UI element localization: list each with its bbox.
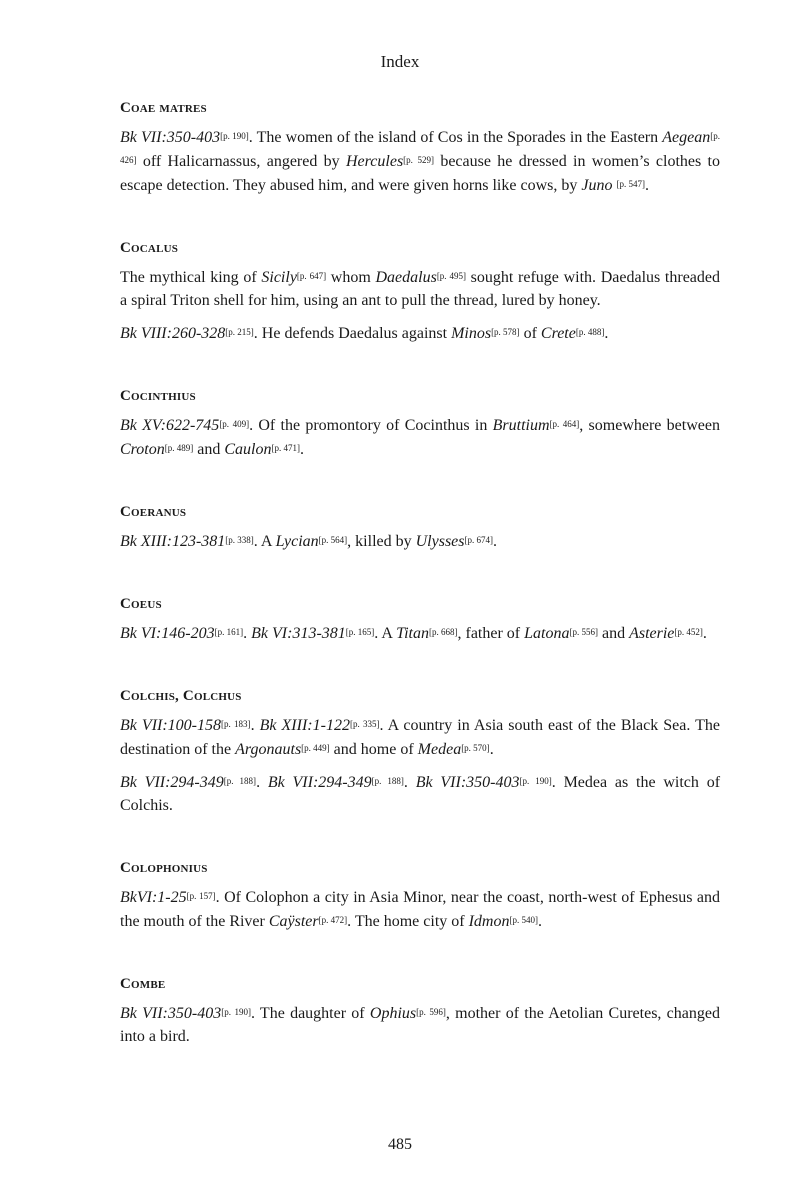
cross-reference-name[interactable]: Hercules xyxy=(346,153,404,170)
index-entry xyxy=(120,976,720,1048)
entry-heading: Cocalus xyxy=(120,240,179,256)
entry-text: . xyxy=(702,625,707,642)
book-reference-link[interactable]: Bk VII:350-403 xyxy=(120,1005,222,1022)
entry-text: The mythical king of xyxy=(120,269,262,286)
entry-text: . Medea as the witch of Colchis. xyxy=(120,774,721,814)
entry-text: of xyxy=(519,325,541,342)
page-reference-link[interactable]: [p. 188] xyxy=(371,776,404,786)
entry-text: . Of the promontory of Cocinthus in xyxy=(249,417,493,434)
cross-reference-name[interactable]: Medea xyxy=(417,741,462,758)
entry-paragraph xyxy=(120,770,720,817)
entry-heading: Coeus xyxy=(120,596,162,612)
cross-reference-name[interactable]: Argonauts xyxy=(235,741,302,758)
entry-heading: Colophonius xyxy=(120,860,208,876)
page-reference-link[interactable]: [p. 464] xyxy=(549,419,580,429)
entry-text: . The women of the island of Cos in the Sporades in the Eastern xyxy=(248,129,663,146)
page-reference-link[interactable]: [p. 215] xyxy=(225,327,254,337)
book-reference-link[interactable]: Bk XIII:1-122 xyxy=(259,717,350,734)
entry-text: . The home city of xyxy=(347,913,469,930)
page-reference-link[interactable]: [p. 578] xyxy=(491,327,520,337)
book-reference-link[interactable]: Bk VI:313-381 xyxy=(251,625,346,642)
entry-text: , somewhere between xyxy=(579,417,720,434)
cross-reference-name[interactable]: Juno xyxy=(581,177,613,194)
entry-text: . A xyxy=(253,533,276,550)
index-entry xyxy=(120,596,720,645)
entry-heading: Colchis, Colchus xyxy=(120,688,242,704)
page-reference-link[interactable]: [p. 674] xyxy=(464,535,493,545)
entry-heading: Cocinthius xyxy=(120,388,196,404)
page-reference-link[interactable]: [p. 529] xyxy=(403,155,434,165)
page-reference-link[interactable]: [p. 489] xyxy=(164,443,194,453)
cross-reference-name[interactable]: Caulon xyxy=(224,441,272,458)
entry-text: . xyxy=(493,533,497,550)
cross-reference-name[interactable]: Bruttium xyxy=(492,417,550,434)
page-reference-link[interactable]: [p. 335] xyxy=(349,719,380,729)
index-entry xyxy=(120,504,720,553)
entry-text: and xyxy=(597,625,630,642)
entry-text: . xyxy=(256,774,268,791)
cross-reference-name[interactable]: Latona xyxy=(524,625,570,642)
page-reference-link[interactable]: [p. 596] xyxy=(416,1007,446,1017)
page-reference-link[interactable]: [p. 570] xyxy=(461,743,490,753)
page-reference-link[interactable]: [p. 556] xyxy=(569,627,598,637)
entry-text: . A xyxy=(374,625,397,642)
page-reference-link[interactable]: [p. 190] xyxy=(519,776,552,786)
cross-reference-name[interactable]: Crete xyxy=(540,325,576,342)
page-reference-link[interactable]: [p. 452] xyxy=(674,627,703,637)
entry-text: . xyxy=(537,913,542,930)
entry-paragraph xyxy=(120,621,720,645)
index-entry xyxy=(120,240,720,345)
entry-text: . xyxy=(243,625,252,642)
cross-reference-name[interactable]: Sicily xyxy=(261,269,297,286)
page-reference-link[interactable]: [p. 668] xyxy=(428,627,458,637)
cross-reference-name[interactable]: Idmon xyxy=(468,913,510,930)
entry-text: . xyxy=(604,325,609,342)
entry-text: , killed by xyxy=(347,533,416,550)
cross-reference-name[interactable]: Minos xyxy=(451,325,492,342)
entry-text: and home of xyxy=(329,741,418,758)
page-reference-link[interactable]: [p. 161] xyxy=(214,627,244,637)
entry-paragraph xyxy=(120,713,720,761)
entry-heading: Coae matres xyxy=(120,100,207,116)
entry-text: . Of Colophon a city in Asia Minor, near the coast, north-west of Ephesus and the mouth of the River xyxy=(120,889,721,930)
page-reference-link[interactable]: [p. 472] xyxy=(318,915,348,925)
entry-paragraph xyxy=(120,1001,720,1048)
cross-reference-name[interactable]: Asterie xyxy=(629,625,675,642)
entry-paragraph xyxy=(120,529,720,553)
entry-text: . xyxy=(299,441,304,458)
page-reference-link[interactable]: [p. 647] xyxy=(296,271,327,281)
page-reference-link[interactable]: [p. 190] xyxy=(221,1007,251,1017)
index-entry xyxy=(120,388,720,461)
index-entry xyxy=(120,860,720,933)
cross-reference-name[interactable]: Ophius xyxy=(369,1005,417,1022)
entry-text: . xyxy=(489,741,494,758)
entry-text: . A country in Asia south east of the Black Sea. The destination of the xyxy=(120,717,720,758)
book-reference-link[interactable]: Bk VII:100-158 xyxy=(120,717,222,734)
page-reference-link[interactable]: [p. 183] xyxy=(221,719,251,729)
cross-reference-name[interactable]: Titan xyxy=(396,625,429,642)
page-reference-link[interactable]: [p. 449] xyxy=(301,743,330,753)
book-reference-link[interactable]: Bk XV:622-745 xyxy=(120,417,220,434)
book-reference-link[interactable]: Bk VII:294-349 xyxy=(120,774,224,791)
entry-text: and xyxy=(193,441,225,458)
cross-reference-name[interactable]: Caÿster xyxy=(268,913,319,930)
page-reference-link[interactable]: [p. 165] xyxy=(345,627,375,637)
page-reference-link[interactable]: [p. 540] xyxy=(509,915,538,925)
index-entry xyxy=(120,100,720,197)
entry-paragraph xyxy=(120,125,720,197)
entry-text: . xyxy=(250,717,260,734)
page-reference-link[interactable]: [p. 495] xyxy=(436,271,466,281)
page-reference-link[interactable]: [p. 409] xyxy=(219,419,250,429)
book-reference-link[interactable]: Bk VII:294-349 xyxy=(267,774,372,791)
book-reference-link[interactable]: Bk VI:146-203 xyxy=(120,625,215,642)
book-reference-link[interactable]: Bk VIII:260-328 xyxy=(120,325,226,342)
cross-reference-name[interactable]: Daedalus xyxy=(375,269,437,286)
page-reference-link[interactable]: [p. 547] xyxy=(616,179,645,189)
page-reference-link[interactable]: [p. 488] xyxy=(575,327,605,337)
page-reference-link[interactable]: [p. 188] xyxy=(223,776,257,786)
entry-paragraph xyxy=(120,413,720,461)
entry-paragraph xyxy=(120,321,720,345)
entry-heading: Coeranus xyxy=(120,504,187,520)
page-number: 485 xyxy=(388,1136,412,1153)
entry-paragraph xyxy=(120,885,720,933)
cross-reference-name[interactable]: Lycian xyxy=(275,533,319,550)
entry-text: . The daughter of xyxy=(250,1005,370,1022)
page-reference-link[interactable]: [p. 157] xyxy=(186,891,216,901)
entry-text: whom xyxy=(326,269,376,286)
entry-text: because he dressed in women’s clothes to escape detection. They abused him, and were given horns like cows, by xyxy=(120,153,720,194)
book-reference-link[interactable]: Bk XIII:123-381 xyxy=(120,533,226,550)
page-reference-link[interactable]: [p. 471] xyxy=(271,443,300,453)
entry-text: , mother of the Aetolian Curetes, changed into a bird. xyxy=(120,1005,720,1045)
entry-heading: Combe xyxy=(120,976,166,992)
entry-text: . xyxy=(644,177,649,194)
index-entries xyxy=(120,100,720,1091)
cross-reference-name[interactable]: Aegean xyxy=(662,129,711,146)
entry-paragraph xyxy=(120,265,720,312)
entry-text: . He defends Daedalus against xyxy=(253,325,452,342)
entry-text: , father of xyxy=(457,625,525,642)
page-reference-link[interactable]: [p. 564] xyxy=(318,535,348,545)
cross-reference-name[interactable]: Ulysses xyxy=(415,533,465,550)
cross-reference-name[interactable]: Croton xyxy=(120,441,165,458)
entry-text: off Halicarnassus, angered by xyxy=(136,153,346,170)
entry-text: . xyxy=(403,774,416,791)
book-reference-link[interactable]: BkVI:1-25 xyxy=(120,889,187,906)
page-reference-link[interactable]: [p. 338] xyxy=(225,535,254,545)
page-reference-link[interactable]: [p. 190] xyxy=(220,131,249,141)
index-entry xyxy=(120,688,720,817)
running-header: Index xyxy=(380,52,420,71)
book-reference-link[interactable]: Bk VII:350-403 xyxy=(415,774,520,791)
book-reference-link[interactable]: Bk VII:350-403 xyxy=(120,129,221,146)
page-reference-link[interactable]: [p. 426] xyxy=(120,131,721,165)
entry-text: sought refuge with. Daedalus threaded a spiral Triton shell for him, using an ant to pull the thread, lured by honey. xyxy=(120,269,721,309)
